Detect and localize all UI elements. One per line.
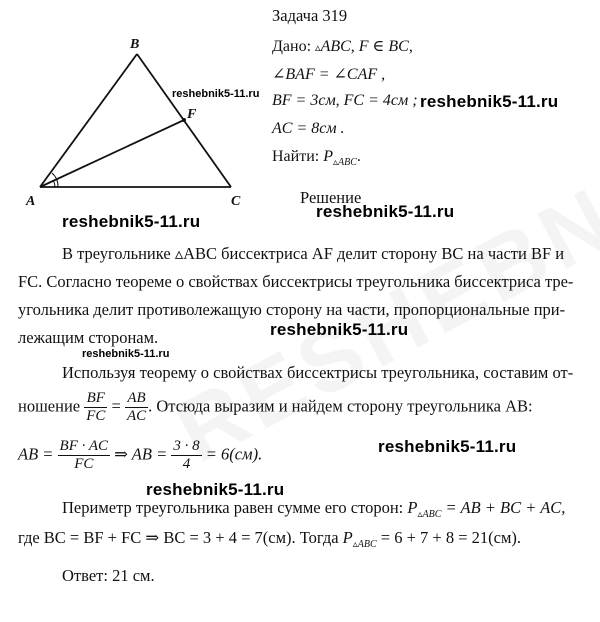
fraction-bfac-fc: $\frac{BF \cdot AC}{FC}$ xyxy=(59,438,109,472)
para1-line1: В треугольнике ▵ABC биссектриса AF делит сторону BC на части BF и xyxy=(62,244,565,263)
fraction-ab-ac: $\frac{AB}{AC}$ xyxy=(126,390,147,424)
watermark-4: reshebnik5-11.ru xyxy=(316,202,455,221)
watermark-8: reshebnik5-11.ru xyxy=(146,480,285,499)
watermark-7: reshebnik5-11.ru xyxy=(378,437,517,456)
watermark-3: reshebnik5-11.ru xyxy=(62,212,201,231)
formula-ab: AB = $\frac{BF \cdot AC}{FC}$ ⇒ AB = $\frac{3 \cdot 8}{4}$ = 6(см). xyxy=(18,438,263,472)
label-b: B xyxy=(130,37,140,52)
answer: Ответ: 21 см. xyxy=(62,566,155,585)
para4-line2: где BC = BF + FC ⇒ BC = 3 + 4 = 7(см). Тогда $P_{▵ABC} = 6 + 7 + 8 = 21(см)$. xyxy=(18,528,522,550)
watermark-1: reshebnik5-11.ru xyxy=(172,88,260,100)
given-find: Найти: $P_{▵ABC}$. xyxy=(272,148,361,168)
problem-title: Задача 319 xyxy=(272,6,348,25)
para2-line2: ношение $\frac{BF}{FC}$ = $\frac{AB}{AC}$ . Отсюда выразим и найдем сторону треугольника AB: xyxy=(18,390,533,424)
fraction-bf-fc: $\frac{BF}{FC}$ xyxy=(86,390,106,424)
fraction-3x8-4: $\frac{3 \cdot 8}{4}$ xyxy=(173,438,200,472)
para1-line4: лежащим сторонам. xyxy=(18,328,159,347)
given-line-4: AC = 8см . xyxy=(272,120,345,137)
side-ab xyxy=(40,54,137,187)
given-line-2: ∠BAF = ∠CAF , xyxy=(272,66,386,83)
label-a: A xyxy=(26,194,36,209)
para1-line2: FC. Согласно теореме о свойствах биссектрисы треугольника биссектриса тре- xyxy=(18,272,574,291)
label-f: F xyxy=(187,107,197,122)
watermark-2: reshebnik5-11.ru xyxy=(420,92,559,111)
watermark-5: reshebnik5-11.ru xyxy=(270,320,409,339)
watermark-6: reshebnik5-11.ru xyxy=(82,348,170,360)
solution-heading: Решение xyxy=(300,188,362,207)
label-c: C xyxy=(231,194,241,209)
given-line-1: Дано: ▵ABC, F ∈ BC, xyxy=(272,38,413,55)
para2-line1: Используя теорему о свойствах биссектрисы треугольника, составим от- xyxy=(62,363,574,382)
point-f xyxy=(182,118,186,122)
given-line-3: BF = 3см, FC = 4см ; xyxy=(272,92,418,109)
para1-line3: угольника делит противолежащую сторону на части, пропорциональные при- xyxy=(18,300,566,319)
para4-line1: Периметр треугольника равен сумме его сторон: $P_{▵ABC}$ = AB + BC + AC, xyxy=(62,498,566,520)
bisector-af xyxy=(40,120,184,187)
